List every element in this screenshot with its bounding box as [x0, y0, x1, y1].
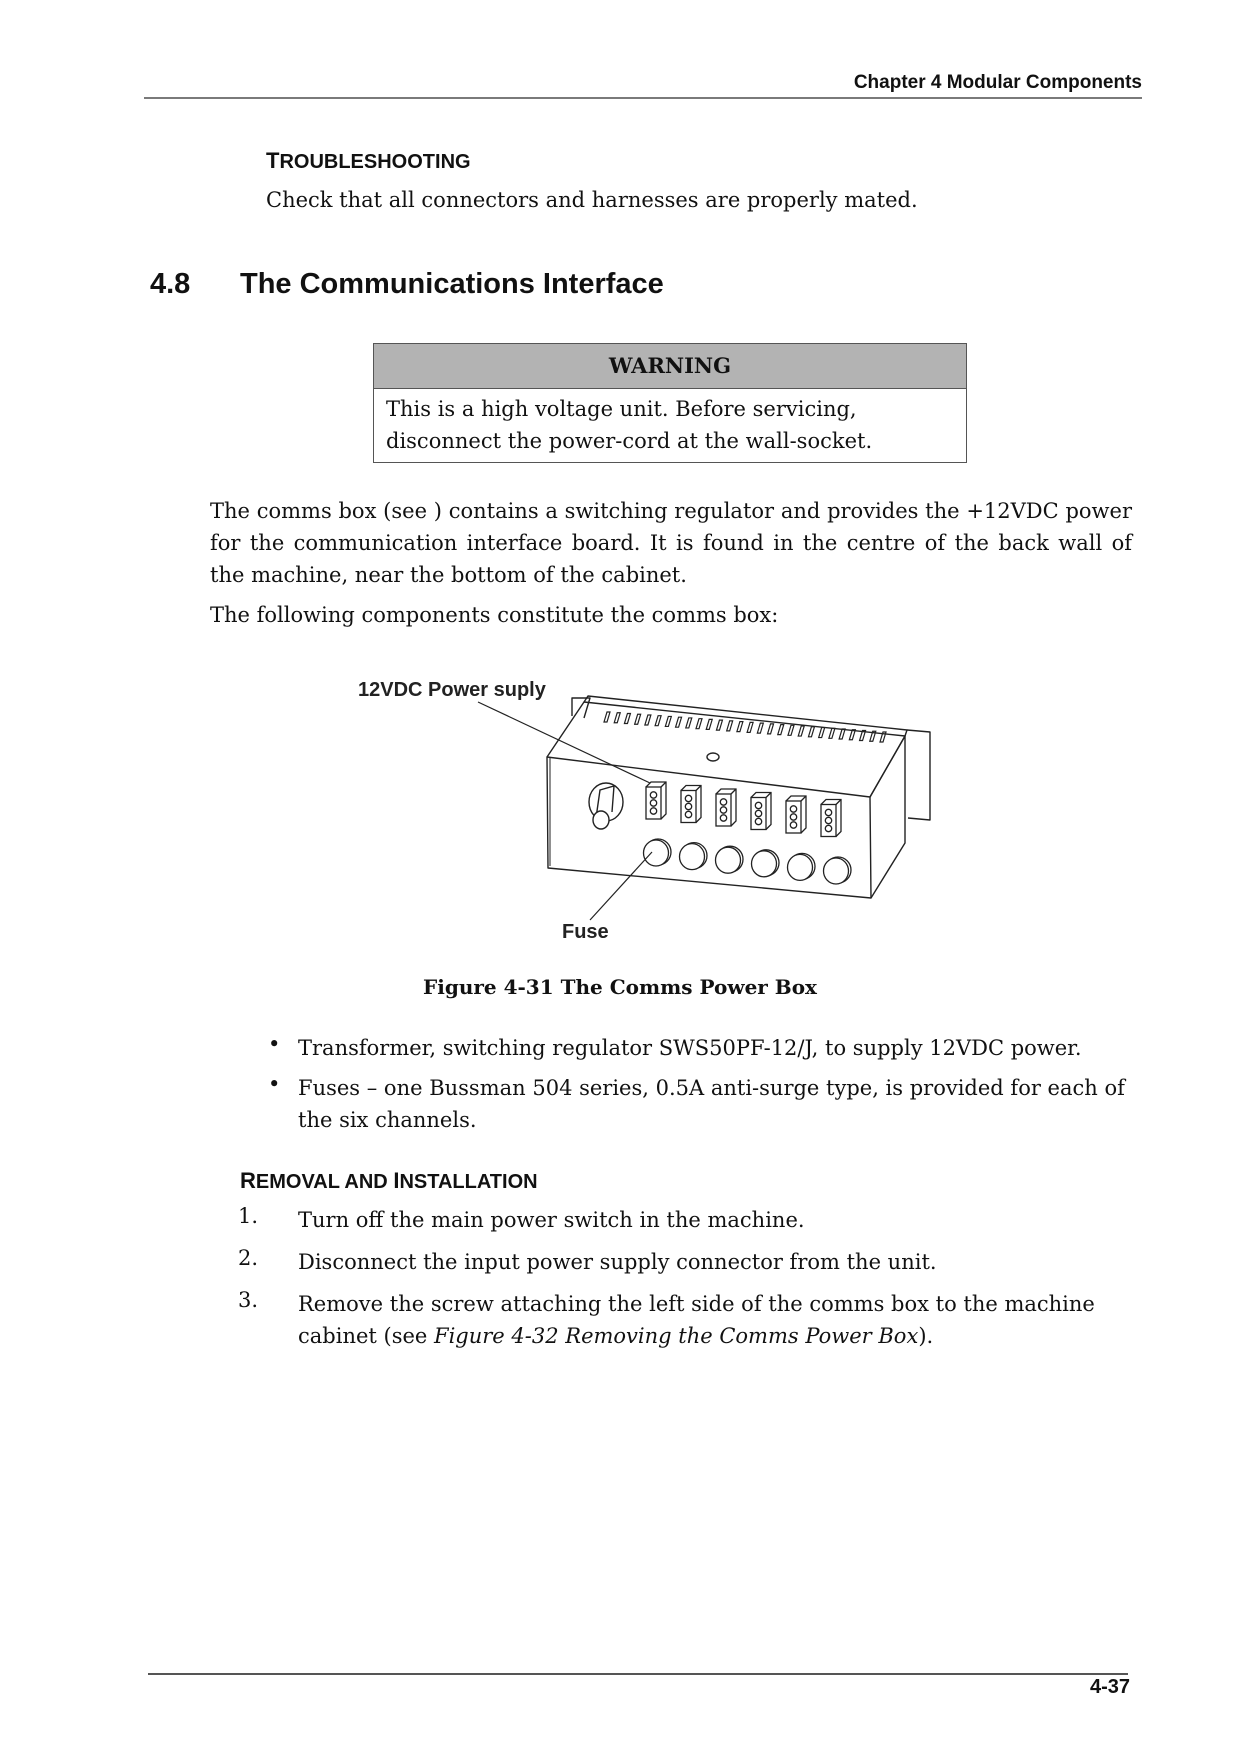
- vent-slot: [727, 721, 733, 731]
- vent-slot: [635, 714, 641, 724]
- removal-heading: [240, 1168, 538, 1194]
- box-right-flange: [907, 730, 930, 820]
- intro-lead: The following components constitute the comms box:: [210, 603, 779, 627]
- connector: [681, 786, 701, 823]
- vent-slot: [808, 727, 814, 737]
- vent-slot: [737, 722, 743, 732]
- vent-slot: [839, 729, 845, 739]
- connector: [646, 782, 666, 819]
- vent-slot: [706, 719, 712, 729]
- step-text: [298, 1288, 1134, 1352]
- connector: [821, 800, 841, 837]
- section-number: 4.8: [150, 268, 191, 300]
- vent-slots: [604, 712, 886, 742]
- component-item: Transformer, switching regulator SWS50PF-12/J, to supply 12VDC power.: [298, 1036, 1082, 1060]
- step-number: 1.: [238, 1204, 259, 1228]
- vent-slot: [614, 713, 620, 723]
- vent-slot: [696, 719, 702, 729]
- step-text: Turn off the main power switch in the machine.: [298, 1208, 805, 1232]
- vent-slot: [676, 717, 682, 727]
- fuse-icon: [752, 850, 780, 877]
- warning-line: This is a high voltage unit. Before servicing,: [386, 397, 857, 421]
- top-screw-icon: [707, 753, 719, 761]
- connector: [751, 793, 771, 830]
- step-text: Disconnect the input power supply connector from the unit.: [298, 1250, 937, 1274]
- fuse-icon: [644, 839, 672, 866]
- vent-slot: [645, 715, 651, 725]
- power-supply-label: 12VDC Power suply: [358, 679, 546, 701]
- step-text-part: Remove the screw attaching the left side of the comms box to the machine cabinet (see: [298, 1292, 1095, 1348]
- heading-rest: ROUBLESHOOTING: [279, 151, 471, 173]
- running-header: Chapter 4 Modular Components: [853, 72, 1142, 93]
- power-supply-leader: [478, 702, 650, 783]
- fuse-label: Fuse: [562, 921, 609, 943]
- vent-slot: [778, 725, 784, 735]
- vent-slot: [604, 712, 610, 722]
- bullet-icon: •: [268, 1072, 281, 1096]
- bullet-icon: •: [268, 1032, 281, 1056]
- vent-slot: [686, 718, 692, 728]
- page-number: 4-37: [1089, 1676, 1130, 1698]
- vent-slot: [798, 726, 804, 736]
- step-number: 2.: [238, 1246, 259, 1270]
- fuse-icon: [788, 853, 816, 880]
- figure-reference-link[interactable]: Figure 4-32 Removing the Comms Power Box: [434, 1324, 919, 1348]
- heading-rest: NSTALLATION: [399, 1171, 538, 1193]
- vent-slot: [860, 731, 866, 741]
- vent-slot: [624, 713, 630, 723]
- fuse-leader: [590, 852, 652, 920]
- fuse-icon: [824, 857, 852, 884]
- vent-slot: [829, 728, 835, 738]
- fuses: [644, 839, 852, 884]
- vent-slot: [788, 725, 794, 735]
- power-switch-icon: [589, 783, 623, 829]
- section-title: The Communications Interface: [240, 268, 664, 300]
- footer-rule: [148, 1673, 1128, 1675]
- step-text-part: ).: [918, 1324, 934, 1348]
- component-item: Fuses – one Bussman 504 series, 0.5A anti-surge type, is provided for each of the six channels.: [298, 1076, 1125, 1132]
- fuse-icon: [716, 846, 744, 873]
- heading-initial: I: [393, 1168, 400, 1193]
- vent-slot: [819, 728, 825, 738]
- connector: [786, 796, 806, 833]
- vent-slot: [768, 724, 774, 734]
- vent-slot: [665, 716, 671, 726]
- fuse-icon: [680, 843, 708, 870]
- box-right-side: [870, 736, 905, 898]
- intro-paragraph: The comms box (see ) contains a switching regulator and provides the +12VDC power for the communication interface board. It is found in the centre of the back wall of the machine, near the bottom of the cabinet.: [210, 499, 1132, 587]
- step-number: 3.: [238, 1288, 259, 1312]
- vent-slot: [655, 716, 661, 726]
- connector: [716, 789, 736, 826]
- warning-line: disconnect the power-cord at the wall-socket.: [386, 429, 873, 453]
- troubleshooting-text: Check that all connectors and harnesses are properly mated.: [266, 188, 918, 212]
- heading-initial: T: [266, 148, 280, 173]
- vent-slot: [747, 722, 753, 732]
- heading-rest: EMOVAL AND: [255, 1171, 394, 1193]
- vent-slot: [849, 730, 855, 740]
- vent-slot: [757, 723, 763, 733]
- box-top: [547, 702, 905, 797]
- heading-initial: R: [240, 1168, 256, 1193]
- figure-caption: Figure 4-31 The Comms Power Box: [423, 975, 817, 999]
- vent-slot: [716, 720, 722, 730]
- warning-title: WARNING: [374, 344, 966, 389]
- box-top-edge: [584, 696, 907, 736]
